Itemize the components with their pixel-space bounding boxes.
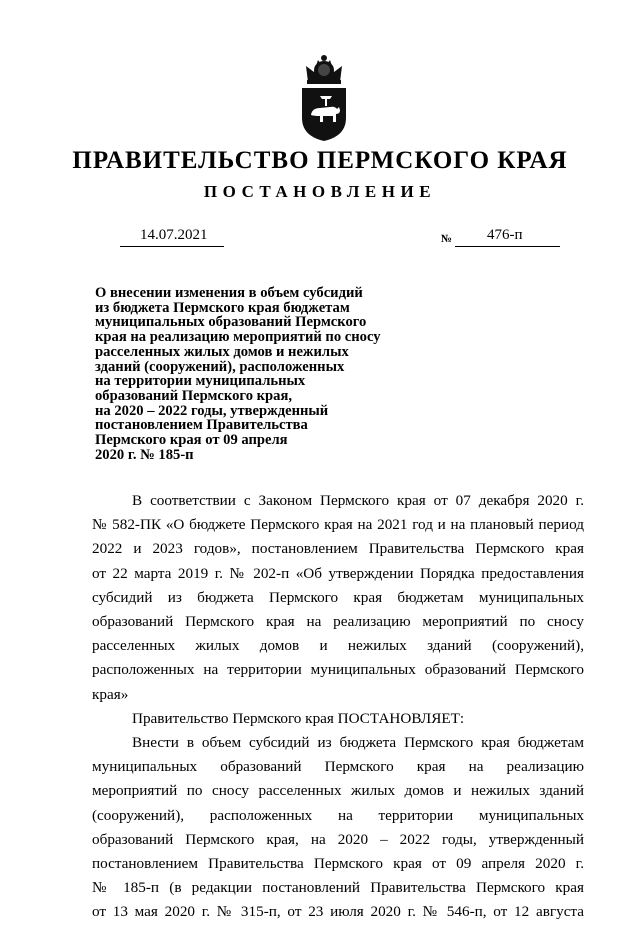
body-line: края»	[92, 685, 129, 703]
subject-line: на территории муниципальных	[95, 373, 306, 390]
subject-line: О внесении изменения в объем субсидий	[95, 285, 363, 301]
subject-line: муниципальных образований Пермского	[95, 314, 367, 331]
body-line: от 13 мая 2020 г. № 315-п, от 23 июля 2020 г. № 546-п, от 12 августа	[92, 903, 584, 921]
subject-line: на 2020 – 2022 годы, утвержденный	[95, 402, 329, 419]
body-line: мероприятий по сносу расселенных жилых домов и нежилых зданий	[92, 782, 584, 800]
body-line: (сооружений), расположенных на территории муниципальных	[92, 806, 584, 824]
body-line: № 582-ПК «О бюджете Пермского края на 2021 год и на плановый период	[92, 516, 584, 534]
body-line: № 185-п (в редакции постановлений Правительства Пермского края	[92, 879, 584, 897]
body-line: субсидий из бюджета Пермского края бюджетам муниципальных	[92, 588, 584, 606]
document-body	[92, 489, 584, 925]
body-line: Внести в объем субсидий из бюджета Пермского края бюджетам	[132, 734, 584, 752]
document-subject	[95, 286, 425, 462]
body-line: от 22 марта 2019 г. № 202-п «Об утверждении Порядка предоставления	[92, 564, 584, 582]
body-line: Правительство Пермского края ПОСТАНОВЛЯЕТ:	[132, 709, 465, 727]
body-line: образований Пермского края, на 2020 – 2022 годы, утвержденный	[92, 830, 584, 848]
subject-line: расселенных жилых домов и нежилых	[95, 343, 349, 360]
subject-line: образований Пермского края,	[95, 387, 293, 404]
body-line: постановлением Правительства Пермского края от 09 апреля 2020 г.	[92, 855, 584, 873]
document-number: 476-п	[487, 227, 523, 243]
coat-of-arms-icon	[296, 52, 352, 142]
subject-line: 2020 г. № 185-п	[95, 446, 194, 463]
subject-line: Пермского края от 09 апреля	[95, 432, 288, 449]
body-line: муниципальных образований Пермского края на реализацию	[92, 758, 584, 776]
number-underline	[455, 246, 560, 247]
document-type: ПОСТАНОВЛЕНИЕ	[203, 182, 437, 201]
body-line: образований Пермского края на реализацию мероприятий по сносу	[92, 613, 584, 631]
body-line: расположенных на территории муниципальных образований Пермского	[92, 661, 584, 679]
body-line: расселенных жилых домов и нежилых зданий (сооружений),	[92, 637, 584, 655]
body-line: В соответствии с Законом Пермского края от 07 декабря 2020 г.	[132, 492, 584, 509]
body-line: 2022 и 2023 годов», постановлением Правительства Пермского края	[92, 540, 584, 558]
date-underline	[120, 246, 224, 247]
subject-line: из бюджета Пермского края бюджетам	[95, 299, 350, 316]
subject-line: постановлением Правительства	[95, 417, 308, 434]
subject-line: края на реализацию мероприятий по сносу	[95, 329, 381, 346]
number-sign: №	[441, 233, 453, 245]
document-date: 14.07.2021	[140, 227, 208, 243]
subject-line: зданий (сооружений), расположенных	[95, 358, 345, 375]
government-title: ПРАВИТЕЛЬСТВО ПЕРМСКОГО КРАЯ	[72, 147, 568, 174]
